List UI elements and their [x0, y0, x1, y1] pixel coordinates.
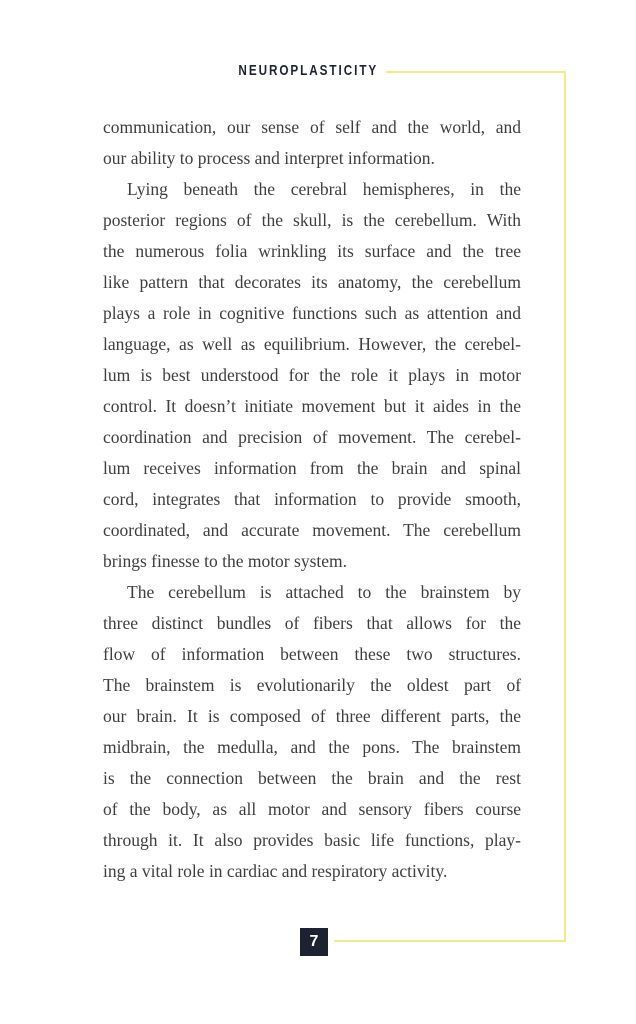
text-line: lum is best understood for the role it plays in motor: [103, 365, 521, 385]
frame-line-bottom: [334, 940, 566, 942]
text-line: coordination and precision of movement. The cerebel-: [103, 427, 521, 447]
frame-line-top: [386, 71, 566, 73]
text-line: Lying beneath the cerebral hemispheres, in the: [127, 179, 521, 199]
text-line: language, as well as equilibrium. However, the cerebel-: [103, 334, 521, 354]
text-line: lum receives information from the brain and spinal: [103, 458, 522, 478]
text-line: of the body, as all motor and sensory fibers course: [103, 799, 522, 819]
text-line: our ability to process and interpret information.: [103, 148, 435, 168]
text-line: our brain. It is composed of three different parts, the: [103, 706, 521, 726]
frame-line-right: [564, 71, 566, 942]
text-line: posterior regions of the skull, is the cerebellum. With: [103, 210, 521, 230]
text-line: flow of information between these two structures.: [103, 644, 521, 664]
text-line: plays a role in cognitive functions such as attention and: [103, 303, 522, 323]
text-line: control. It doesn’t initiate movement but it aides in the: [103, 396, 521, 416]
text-line: ing a vital role in cardiac and respiratory activity.: [103, 861, 448, 881]
text-line: The cerebellum is attached to the brainstem by: [127, 582, 522, 602]
text-line: the numerous folia wrinkling its surface and the tree: [103, 241, 522, 261]
text-line: three distinct bundles of fibers that allows for the: [103, 613, 521, 633]
text-line: cord, integrates that information to provide smooth,: [103, 489, 521, 509]
text-line: coordinated, and accurate movement. The cerebellum: [103, 520, 521, 540]
text-line: midbrain, the medulla, and the pons. The brainstem: [103, 737, 521, 757]
body-text: [103, 112, 521, 887]
running-head-title: NEUROPLASTICITY: [238, 62, 378, 79]
text-line: like pattern that decorates its anatomy, the cerebellum: [103, 272, 521, 292]
text-line: brings finesse to the motor system.: [103, 551, 348, 571]
text-line: is the connection between the brain and the rest: [103, 768, 521, 788]
text-line: The brainstem is evolutionarily the oldest part of: [103, 675, 522, 695]
page-number-badge: 7: [300, 928, 328, 956]
text-line: through it. It also provides basic life functions, play-: [103, 830, 521, 850]
text-line: communication, our sense of self and the world, and: [103, 117, 522, 137]
